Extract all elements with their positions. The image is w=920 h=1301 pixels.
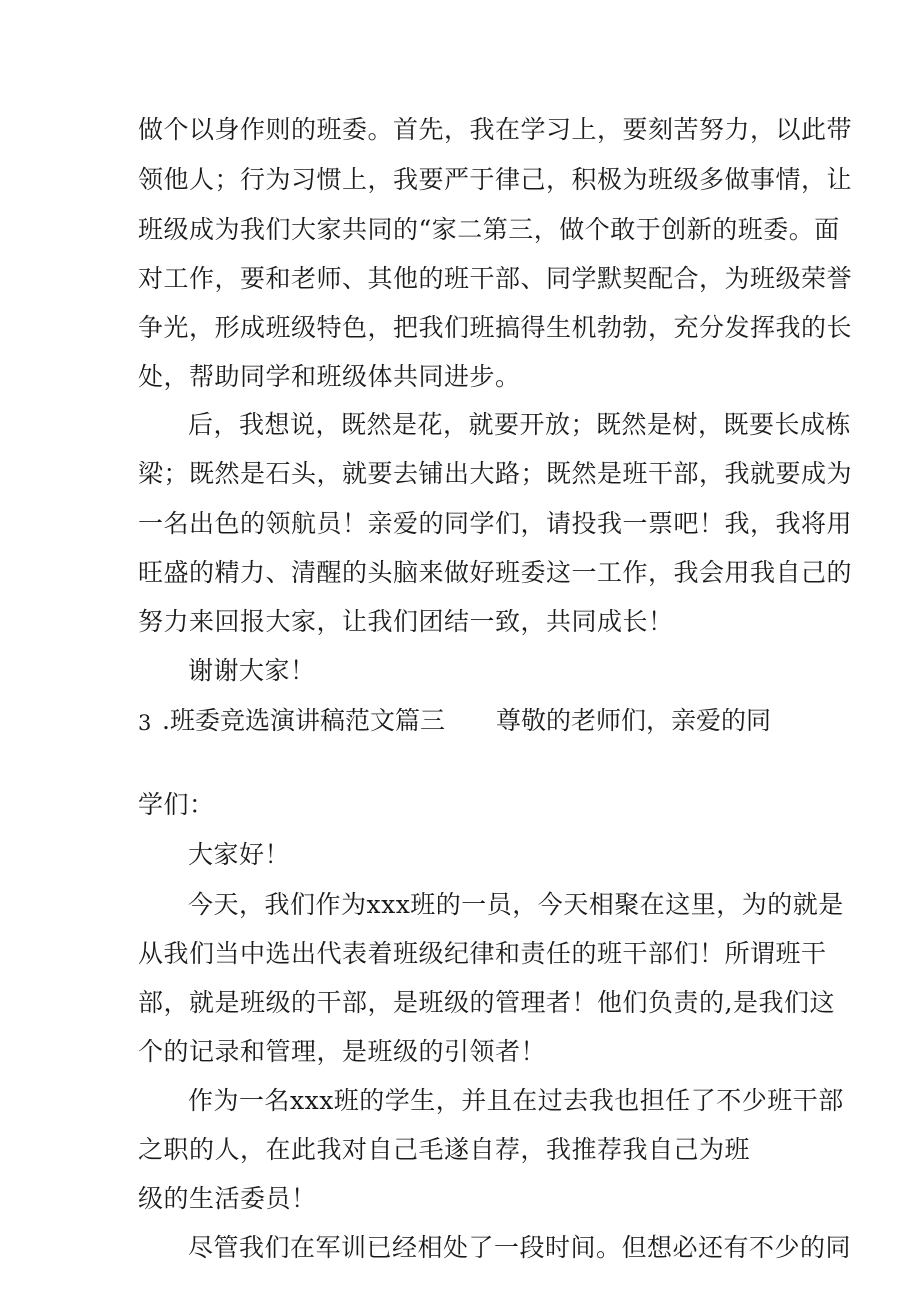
text-line: 努力来回报大家，让我们团结一致，共同成长！: [138, 607, 674, 636]
text-line: 从我们当中选出代表着班级纪律和责任的班干部们！所谓班干: [138, 939, 827, 968]
section-title: .班委竞选演讲稿范文篇三: [162, 706, 445, 735]
text-line: 处，帮助同学和班级体共同进步。: [138, 362, 521, 391]
paragraph-start-line: 后，我想说，既然是花，就要开放；既然是树，既要长成栋: [188, 410, 852, 439]
text-line: 之职的人，在此我对自己毛遂自荐，我推荐我自己为班: [138, 1135, 751, 1164]
text-line: 领他人；行为习惯上，我要严于律己，积极为班级多做事情，让: [138, 165, 853, 194]
text-line: 对工作，要和老师、其他的班干部、同学默契配合，为班级荣誉: [138, 264, 853, 293]
thanks-line: 谢谢大家！: [188, 656, 316, 685]
text-line: 个的记录和管理，是班级的引领者！: [138, 1037, 547, 1066]
section-title-tail: 尊敬的老师们，亲爱的同: [496, 706, 772, 735]
text-line: 争光，形成班级特色，把我们班搞得生机勃勃，充分发挥我的长: [138, 313, 853, 342]
text-line: 班级成为我们大家共同的“家二第三，做个敢于创新的班委。面: [138, 215, 840, 244]
text-line: 学们：: [138, 790, 215, 819]
text-line: 做个以身作则的班委。首先，我在学习上，要刻苦努力，以此带: [138, 115, 853, 144]
section-number: 3: [138, 711, 152, 735]
text-line: 一名出色的领航员！亲爱的同学们，请投我一票吧！我，我将用: [138, 509, 853, 538]
greeting-line: 大家好！: [188, 840, 291, 869]
text-line: 级的生活委员！: [138, 1184, 317, 1213]
text-line: 旺盛的精力、清醒的头脑来做好班委这一工作，我会用我自己的: [138, 558, 853, 587]
paragraph-start-line: 作为一名xxx班的学生，并且在过去我也担任了不少班干部: [188, 1086, 844, 1115]
text-line: 部，就是班级的干部，是班级的管理者！他们负责的,是我们这: [138, 988, 835, 1017]
paragraph-start-line: 今天，我们作为xxx班的一员，今天相聚在这里，为的就是: [188, 890, 844, 919]
paragraph-start-line: 尽管我们在军训已经相处了一段时间。但想必还有不少的同: [188, 1233, 852, 1262]
text-line: 梁；既然是石头，就要去铺出大路；既然是班干部，我就要成为: [138, 459, 853, 488]
